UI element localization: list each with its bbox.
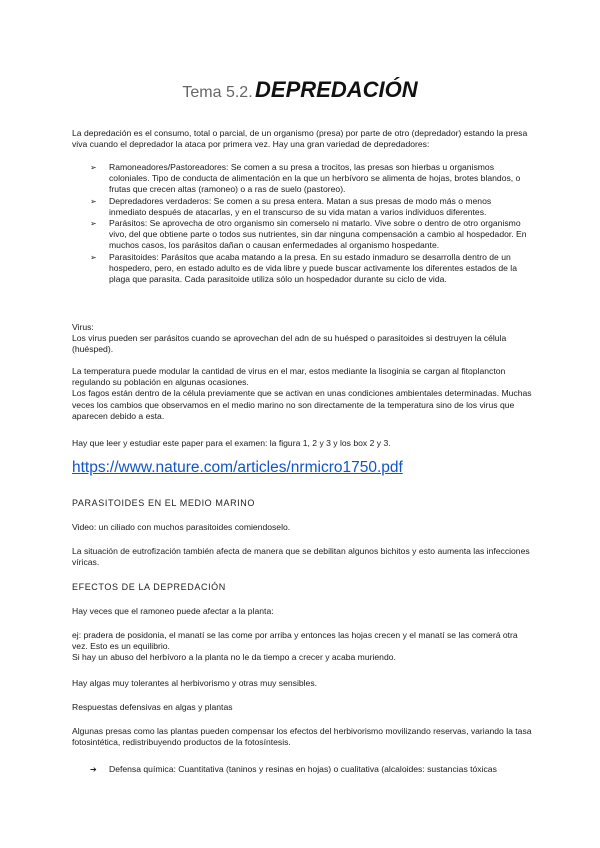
example-section: [72, 630, 532, 664]
algae-text: Hay algas muy tolerantes al herbivorismo y otras muy sensibles.: [72, 678, 318, 688]
title-main: DEPREDACIÓN: [255, 77, 418, 102]
temperature-text: La temperatura puede modular la cantidad de virus en el mar, estos mediante la lisoginia se cargan al fitoplancton regulando su población en algunas ocasiones.: [72, 366, 506, 388]
arrowhead-bullet-icon: ➢: [90, 219, 97, 229]
paper-link[interactable]: https://www.nature.com/articles/nrmicro1750.pdf: [72, 459, 403, 476]
exam-note: Hay que leer y estudiar este paper para el examen: la figura 1, 2 y 3 y los box 2 y 3.: [72, 438, 391, 448]
arrow-bullet-icon: ➔: [90, 765, 97, 774]
virus-section: [72, 322, 532, 356]
eutrophication-text: La situación de eutrofización también afecta de manera que se debilitan algunos bichitos y esto aumenta las infecciones víricas.: [72, 546, 530, 568]
virus-label: Virus:: [72, 322, 94, 332]
predator-list: [90, 162, 530, 285]
title-prefix: Tema 5.2.: [182, 84, 253, 101]
arrowhead-bullet-icon: ➢: [90, 252, 97, 262]
list-item: [90, 252, 530, 286]
list-item-text: Ramoneadores/Pastoreadores: Se comen a su presa a trocitos, las presas son hierbas u organismos coloniales. Tipo de conducta de alimentación en la que un herbívoro se alimenta de hojas, brotes blandos, o frutas que crecen altas (ramoneo) o a ras de suelo (pastoreo).: [109, 162, 521, 195]
example-text: ej: pradera de posidonia, el manatí se las come por arriba y entonces las hojas crecen y el manatí se las comerá otra vez. Esto es un equilibrio.: [72, 630, 518, 652]
heading-parasitoides: PARASITOIDES EN EL MEDIO MARINO: [72, 498, 255, 508]
heading-efectos: EFECTOS DE LA DEPREDACIÓN: [72, 582, 226, 592]
video-note: Video: un ciliado con muchos parasitoides comiendoselo.: [72, 522, 291, 532]
ramoneo-text: Hay veces que el ramoneo puede afectar a la planta:: [72, 606, 274, 616]
list-item: [90, 196, 530, 218]
list-item: [90, 764, 550, 775]
list-item: [90, 162, 530, 196]
arrowhead-bullet-icon: ➢: [90, 196, 97, 206]
herbivore-abuse-text: Si hay un abuso del herbívoro a la planta no le da tiempo a crecer y acaba muriendo.: [72, 652, 396, 663]
list-item-text: Defensa química: Cuantitativa (taninos y resinas en hojas) o cualitativa (alcaloides: sustancias tóxicas: [109, 764, 497, 774]
list-item-text: Parasitoides: Parásitos que acaba matando a la presa. En su estado inmaduro se desarrolla dentro de un hospedero, pero, en estado adulto es de vida libre y puede buscar activamente los diferentes estados de la plaga que parasita. Cada parasitoide utiliza sólo un hospedador durante su ciclo de vida.: [109, 251, 517, 285]
virus-text: Los virus pueden ser parásitos cuando se aprovechan del adn de su huésped o parasitoides si destruyen la célula (huésped).: [72, 333, 507, 355]
temperature-section: [72, 366, 532, 422]
phage-text: Los fagos están dentro de la célula previamente que se activan en unas condiciones ambientales determinadas. Muchas veces los cambios que observamos en el medio marino no son directamente de la temperatura sino de los virus que aparecen debido a esta.: [72, 388, 532, 421]
arrowhead-bullet-icon: ➢: [90, 163, 97, 172]
defense-heading: Respuestas defensivas en algas y plantas: [72, 702, 233, 712]
list-item-text: Parásitos: Se aprovecha de otro organismo sin comerselo ni matarlo. Vive sobre o dentro de otro organismo vivo, del que obtiene parte o todos sus nutrientes, sin dar ninguna compensación a cambio al hospedador. En muchos casos, los parásitos dañan o causan enfermedades al organismo hospedante.: [109, 218, 527, 251]
list-item: [90, 218, 530, 252]
defense-list: [90, 764, 550, 775]
page-title: [0, 77, 600, 102]
defense-text: Algunas presas como las plantas pueden compensar los efectos del herbivorismo movilizando reservas, variando la tasa fotosintética, redistribuyendo productos de la fotosíntesis.: [72, 726, 532, 748]
intro-paragraph: La depredación es el consumo, total o parcial, de un organismo (presa) por parte de otro (depredador) estando la presa viva cuando el depredador la ataca por primera vez. Hay una gran variedad de depredadores:: [72, 128, 528, 150]
list-item-text: Depredadores verdaderos: Se comen a su presa entera. Matan a sus presas de modo más o menos inmediato después de atacarlas, y en el transcurso de su vida matan a varios individuos diferentes.: [109, 195, 492, 217]
